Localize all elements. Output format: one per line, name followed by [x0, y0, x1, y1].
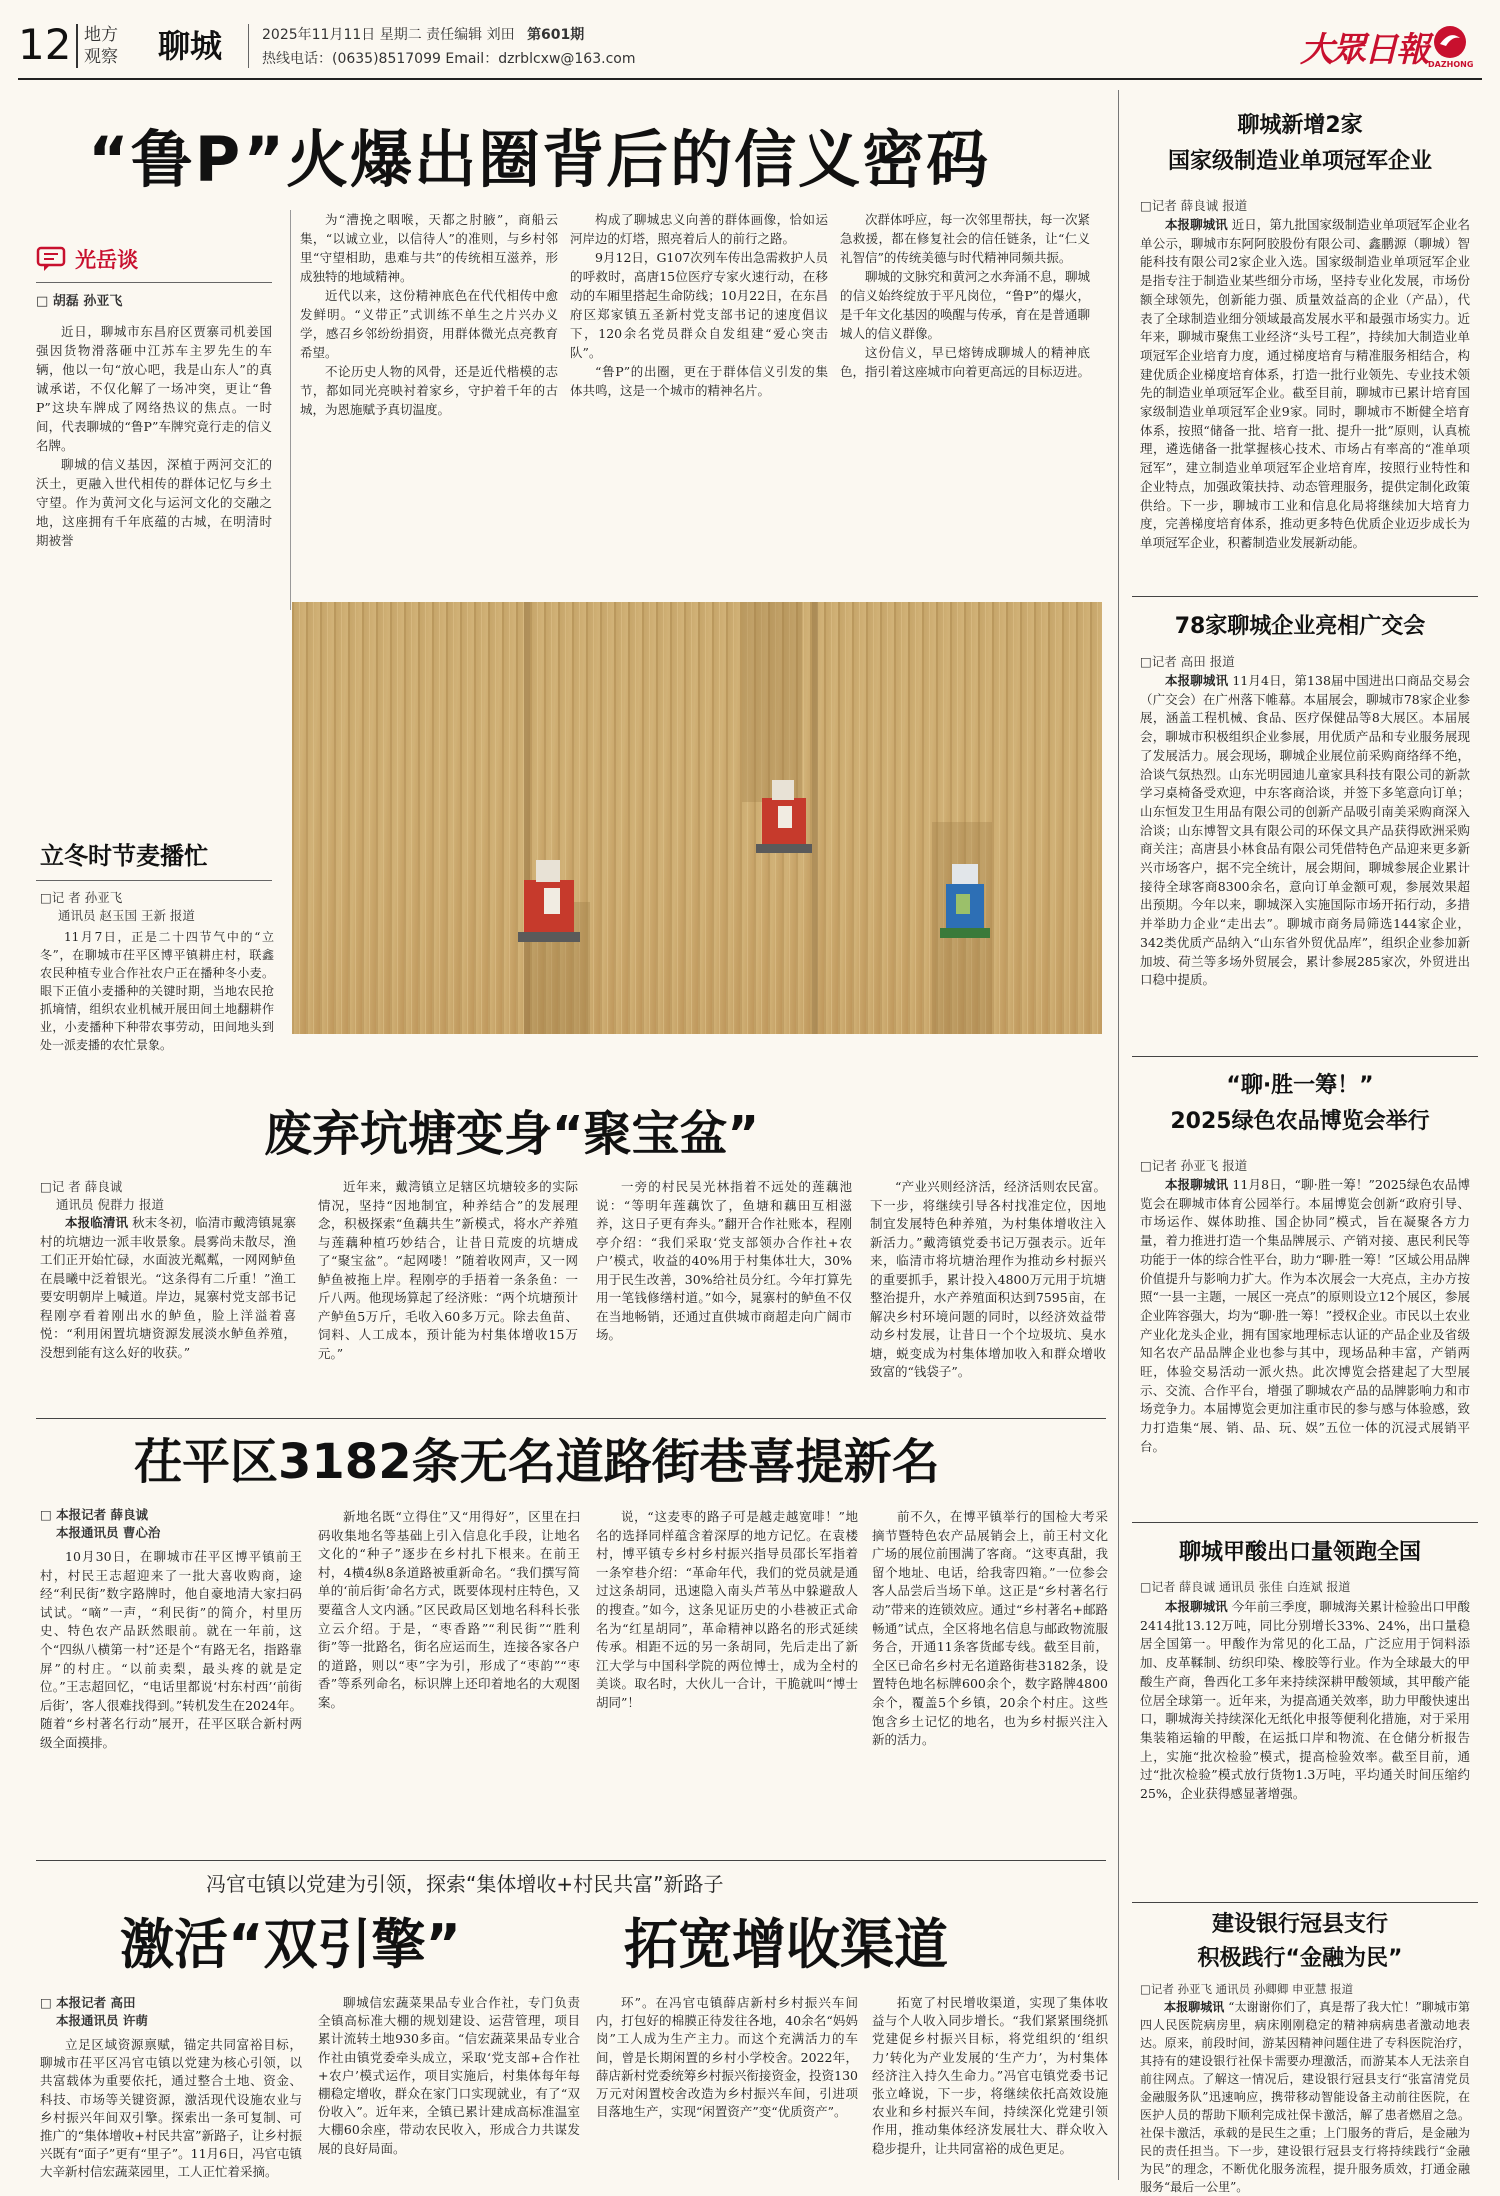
- sidebar-story3-lead-tag: 本报聊城讯: [1165, 1177, 1229, 1192]
- contact-line: 热线电话：(0635)8517099 Email：dzrblcxw@163.com: [262, 51, 636, 67]
- sidebar-story5-byline: □记者 孙亚飞 通讯员 孙卿卿 申亚慧 报道: [1140, 1982, 1354, 1996]
- sidebar-story5-title: [1130, 1908, 1470, 1976]
- roads-byline1: □ 本报记者 薛良诚: [40, 1507, 149, 1522]
- lead-col1: [36, 322, 272, 630]
- lead-col4-para3: 这份信义，早已熔铸成聊城人的精神底色，指引着这座城市向着更高远的目标迈进。: [840, 345, 1091, 379]
- roads-top-rule: [36, 1418, 1106, 1419]
- sidebar-story1-text: [1140, 216, 1470, 586]
- sidebar-rule-3: [1132, 1522, 1478, 1523]
- sidebar-story2-para: [1140, 672, 1470, 990]
- sidebar-story4-title: 聊城甲酸出口量领跑全国: [1178, 1540, 1421, 1565]
- lead-col1-para1: 近日，聊城市东昌府区贾寨司机姜国强因货物滑落砸中江苏车主罗先生的车辆，他以一句“放心吧，我是山东人”的真诚承诺，不仅化解了一场冲突，更让“鲁P”这块车牌成了网络热议的焦点。一时间，代表聊城的“鲁P”车牌究竟行走的信义名牌。: [36, 324, 272, 453]
- lead-col3-para2: 9月12日，G107次列车传出急需救护人员的呼救时，高唐15位医疗专家火速行动，在移动的车厢里搭起生命防线；10月22日，在东昌府区郑家镇五圣新村党支部书记的速度倡议下，120余名党员群众自发组建“爱心突击队”。: [570, 250, 828, 360]
- sidebar-rule-2: [1132, 1056, 1478, 1057]
- sidebar-story4-byline: □记者 薛良诚 通讯员 张佳 白连斌 报道: [1140, 1580, 1351, 1594]
- sidebar-story5-body: “太谢谢你们了，真是帮了我大忙！”聊城市第四人民医院病房里，病床刚刚稳定的精神病病患者激动地表达。原来，前段时间，游某因精神问题住进了专科医院治疗，其持有的建设银行社保卡需要办理激活，而游某本人无法亲自前往网点。了解这一情况后，建设银行冠县支行“张富清党员金融服务队”迅速响应，携带移动智能设备主动前往医院，在医护人员的帮助下顺利完成社保卡激活，解了患者燃眉之急。社保卡激活，承载的是民生之重；上门服务的背后，是金融为民的责任担当。下一步，建设银行冠县支行将持续践行“金融为民”的理念，不断优化服务流程，提升服务质效，打通金融服务“最后一公里”。: [1140, 2000, 1470, 2194]
- roads-col3-para: 说，“这麦枣的路子可是越走越宽啡！”地名的选择同样蕴含着深厚的地方记忆。在袁楼村，博平镇专乡村乡村振兴指导员邵长军指着一条窄巷介绍：“革命年代，我们的党员就是通过这条胡同，迅速隐入南头芦苇丛中躲避敌人的搜查。”如今，这条见证历史的小巷被正式命名为“红星胡同”，革命精神以路名的形式延续传承。相距不远的另一条胡同，先后走出了新江大学与中国科学院的两位博士，成为全村的美谈。取名时，大伙儿一合计，干脆就叫“博士胡同”！: [596, 1509, 858, 1710]
- sidebar-story4-body: 今年前三季度，聊城海关累计检验出口甲酸2414批13.12万吨，同比分别增长33%、24%，出口量稳居全国第一。甲酸作为常见的化工品，广泛应用于饲料添加、皮革鞣制、纺织印染、橡胶等行业。作为全球最大的甲酸生产商，鲁西化工多年来持续深耕甲酸领域，其甲酸产能位居全球第一。近年来，为提高通关效率，助力甲酸快速出口，聊城海关持续深化无纸化申报等便利化措施，对于采用集装箱运输的甲酸，在运抵口岸和物流、在仓储分析报告上，实施“批次检验”模式，提高检验效率。截至目前，通过“批次检验”模式放行货物1.3万吨，平均通关时间压缩约25%，企业获得感显著增强。: [1140, 1599, 1470, 1802]
- sidebar-story1-title-line1: 聊城新增2家: [1237, 113, 1363, 138]
- engine-title-right: 拓宽增收渠道: [624, 1913, 948, 1976]
- lead-col3: [570, 210, 828, 606]
- roads-col2: [318, 1508, 580, 1850]
- sidebar-story2-title: 78家聊城企业亮相广交会: [1174, 614, 1426, 639]
- section-label: [84, 24, 118, 68]
- sidebar-story5-lead-tag: 本报聊城讯: [1164, 2000, 1225, 2014]
- lead-col2-para2: 近代以来，这份精神底色在代代相传中愈发鲜明。“义带正”式训练不单生之片兴办义学，感召乡邻纷纷捐资，用群体微光点亮教育希望。: [300, 288, 558, 360]
- sidebar-story1-body: 近日，第九批国家级制造业单项冠军企业名单公示，聊城市东阿阿胶股份有限公司、鑫鹏源（聊城）智能科技有限公司2家企业入选。国家级制造业单项冠军企业是指专注于制造业某些细分市场，坚持专业化发展，市场份额全球领先，创新能力强、质量效益高的企业（产品），代表了全球制造业细分领域最高发展水平和最强市场实力。近年来，聊城市聚焦工业经济“头号工程”，持续加大制造业单项冠军企业培育力度，通过梯度培育与精准服务相结合，构建优质企业梯度培育体系，打造一批行业领先、专业技术领先的制造业单项冠军企业。截至目前，聊城市已累计培育国家级制造业单项冠军企业9家。同时，聊城市不断健全培育体系，按照“储备一批、培育一批、提升一批”原则，认真梳理，遴选储备一批掌握核心技术、市场占有率高的“准单项冠军”，建立制造业单项冠军企业培育库，按照行业特性和企业特点，加强政策扶持、动态管理服务，提供定制化政策供给。下一步，聊城市工业和信息化局将继续加大培育力度，完善梯度培育体系，推动更多特色优质企业迈步成长为单项冠军企业，积蓄制造业发展新动能。: [1140, 217, 1470, 550]
- lead-byline: □ 胡磊 孙亚飞: [36, 294, 123, 309]
- engine-col4-para: 拓宽了村民增收渠道，实现了集体收益与个人收入同步增长。“我们紧紧围绕抓党建促乡村振兴目标，将党组织的‘组织力’转化为产业发展的‘生产力’，为村集体经济注入持久生命力。”冯官屯镇党委书记张立峰说，下一步，将继续依托高效设施农业和乡村振兴车间，持续深化党建引领作用，推动集体经济发展壮大、群众收入稳步提升，让共同富裕的成色更足。: [872, 1995, 1108, 2156]
- engine-top-rule: [36, 1860, 1106, 1861]
- sidebar-story4-para: [1140, 1598, 1470, 1804]
- sidebar-story3-title-line2: 2025绿色农品博览会举行: [1170, 1109, 1430, 1134]
- lead-col4-para1: 次群体呼应，每一次邻里帮扶，每一次紧急救援，都在修复社会的信任链条，让“仁义礼智信”的传统美德与时代精神同频共振。: [840, 212, 1091, 265]
- speech-bubble-icon: [36, 246, 66, 272]
- sidebar-story3-text: [1140, 1176, 1470, 1512]
- lead-col4-para2: 聊城的文脉究和黄河之水奔涌不息，聊城的信义始终绽放于平凡岗位，“鲁P”的爆火，是千年文化基因的唤醒与传承，育在是普通聊城人的信义群像。: [840, 269, 1091, 341]
- roads-title: 茌平区3182条无名道路街巷喜提新名: [134, 1434, 940, 1490]
- lead-col4: [840, 210, 1090, 606]
- masthead-divider: [76, 24, 78, 68]
- engine-title-left: 激活“双引擎”: [120, 1913, 461, 1976]
- sidebar-story2-lead-tag: 本报聊城讯: [1165, 673, 1229, 688]
- sidebar-story5-title-line2: 积极践行“金融为民”: [1197, 1946, 1403, 1971]
- pond-byline2: 通讯员 倪群力 报道: [56, 1197, 164, 1212]
- date-line: [262, 26, 584, 44]
- lead-headline: “鲁P”火爆出圈背后的信义密码: [88, 123, 991, 196]
- sidebar-rule-1: [1132, 596, 1478, 597]
- sowing-title: 立冬时节麦播忙: [40, 842, 208, 870]
- lead-col-rule-1: [290, 210, 291, 610]
- sidebar-story3-body: 11月8日，“聊·胜一筹！”2025绿色农品博览会在聊城市体育公园举行。本届博览会创新“政府引导、市场运作、媒体助推、国企协同”模式，旨在凝聚各方力量，着力推进打造一个集品牌展示、产销对接、惠民利民等功能于一体的综合性平台，助力“聊·胜一筹！”区域公用品牌价值提升与影响力扩大。作为本次展会一大亮点，主办方按照“一县一主题，一展区一亮点”的原则设立12个展区，参展企业阵容强大，均为“聊·胜一筹！”授权企业。市民以土农业产业化龙头企业，拥有国家地理标志认证的产品企业及省级知名农产品品牌企业也参与其中，现场品种丰富，产销两旺，体验交易活动一派火热。此次博览会搭建起了大型展示、交流、合作平台，增强了聊城农产品的品牌影响力和市场竞争力。本届博览会更加注重市民的参与感与体验感，致力打造集“展、销、品、玩、娱”五位一体的沉浸式展销平台。: [1140, 1177, 1470, 1454]
- pond-lead-tag: 本报临清讯: [65, 1215, 129, 1230]
- pond-col1: [40, 1214, 296, 1410]
- sidebar-story5-para: [1140, 1998, 1470, 2196]
- engine-kicker: 冯官屯镇以党建为引领，探索“集体增收+村民共富”新路子: [206, 1872, 724, 1896]
- wheat-field-photo: [292, 602, 1102, 1034]
- date-text: 2025年11月11日 星期二 责任编辑 刘田: [262, 27, 515, 43]
- sidebar-story1-byline: □记者 薛良诚 报道: [1140, 198, 1248, 213]
- page-number: 12: [18, 20, 72, 69]
- pond-col3: [596, 1178, 852, 1410]
- column-rule: [36, 282, 272, 283]
- column-name: 光岳谈: [75, 248, 139, 272]
- city-name: 聊城: [158, 27, 223, 65]
- pond-col2-para: 近年来，戴湾镇立足辖区坑塘较多的实际情况，坚持“因地制宜，种养结合”的发展理念，积极探索“鱼藕共生”新模式，将水产养殖与莲藕种植巧妙结合，让昔日荒废的坑塘成了“聚宝盆”。“起网喽！”随着收网声，又一网鲈鱼被拖上岸。程刚亭的手捂着一条条鱼：一斤八两。他现场算起了经济账：“两个坑塘预计产鲈鱼5万斤，毛收入60多万元。除去鱼苗、饲料、人工成本，预计能为村集体增收15万元。”: [318, 1179, 578, 1361]
- engine-col3: [596, 1994, 858, 2182]
- paper-emblem-icon: [1432, 24, 1468, 60]
- paper-name: 大眾日報: [1300, 30, 1428, 70]
- paper-latin: DAZHONG: [1428, 60, 1474, 69]
- sidebar-story1-title-line2: 国家级制造业单项冠军企业: [1167, 149, 1432, 174]
- engine-col2: [318, 1994, 580, 2182]
- engine-col2-para: 聊城信宏蔬菜果品专业合作社，专门负责全镇高标准大棚的规划建设、运营管理，项目累计流转土地930多亩。“信宏蔬菜果品专业合作社由镇党委牵头成立，采取‘党支部+合作社+农户’模式运作，项目实施后，村集体每年每棚稳定增收，群众在家门口实现就业，有了“双份收入”。近年来，全镇已累计建成高标准温室大棚60余座，带动农民收入，形成合力共谋发展的良好局面。: [318, 1995, 580, 2156]
- sidebar-story5-text: [1140, 1998, 1470, 2194]
- sowing-rule: [36, 880, 272, 881]
- pond-title: 废弃坑塘变身“聚宝盆”: [264, 1106, 760, 1162]
- lead-col3-para1: 构成了聊城忠义向善的群体画像，恰如运河岸边的灯塔，照亮着后人的前行之路。: [570, 212, 828, 246]
- sidebar-story1-lead-tag: 本报聊城讯: [1165, 217, 1228, 232]
- lead-col2-para3: 不论历史人物的风骨，还是近代楷模的志节，都如同光亮映衬着家乡，守护着千年的古城，为恩施赋予真切温度。: [300, 364, 558, 417]
- engine-col3-para: 环”。在冯官屯镇薛店新村乡村振兴车间内，打包好的棉膜正待发往各地，40余名“妈妈岗”工人成为生产主力。而这个充满活力的车间，曾是长期闲置的乡村小学校舍。2022年，薛店新村党委统筹乡村振兴衔接资金，投资130万元对闲置校舍改造为乡村振兴车间，引进项目落地生产，实现“闲置资产”变“优质资产”。: [596, 1995, 858, 2120]
- sidebar-story1-title: [1130, 108, 1470, 180]
- lead-col2-para1: 为“漕挽之咽喉，天都之肘腋”，商船云集，“以诚立业，以信待人”的准则，与乡村邻里“守望相助，患难与共”的传统相互滋养，形成独特的地域精神。: [300, 212, 558, 284]
- sidebar-story3-para: [1140, 1176, 1470, 1457]
- sidebar-story2-byline: □记者 高田 报道: [1140, 654, 1235, 669]
- lead-col1-para2: 聊城的信义基因，深植于两河交汇的沃土，更融入世代相传的群体记忆与乡土守望。作为黄河文化与运河文化的交融之地，这座拥有千年底蕴的古城，在明清时期被誉: [36, 457, 272, 548]
- pond-col4: [870, 1178, 1106, 1410]
- pond-byline1: □记 者 薛良诚: [40, 1179, 123, 1194]
- engine-byline1: □ 本报记者 高田: [40, 1995, 136, 2010]
- sidebar-story3-title: [1130, 1068, 1470, 1140]
- sowing-byline2: 通讯员 赵玉国 王新 报道: [58, 908, 195, 923]
- roads-col2-para: 新地名既“立得住”又“用得好”，区里在扫码收集地名等基础上引入信息化手段，让地名文化的“种子”逐步在乡村扎下根来。在前王村，4横4纵8条道路被重新命名。“我们撰写简单的‘前后街’命名方式，既要体现村庄特色，又要蕴含人文内涵。”区民政局区划地名科科长张立云介绍。于是，“枣香路”“利民街”“胜利街”等一批路名，街名应运而生，连接各家各户的道路，则以“枣”字为引，形成了“枣韵”“枣香”等系列命名，标识牌上还印着地名的大观图案。: [318, 1509, 580, 1710]
- roads-byline2: 本报通讯员 曹心治: [56, 1525, 161, 1540]
- sidebar-rule-4: [1132, 1902, 1478, 1903]
- masthead-divider-2: [248, 24, 249, 68]
- pond-col1-para: [40, 1214, 296, 1362]
- engine-col1-para: 立足区域资源禀赋，锚定共同富裕目标，聊城市茌平区冯官屯镇以党建为核心引领，以共富载体为重要依托，通过整合土地、资金、科技、市场等关键资源，激活现代设施农业与乡村振兴年间双引擎。探索出一条可复制、可推广的“集体增收+村民共富”新路子，让乡村振兴既有“面子”更有“里子”。11月6日，冯官屯镇大辛新村信宏蔬菜园里，工人正忙着采摘。: [40, 2037, 302, 2180]
- sidebar-story1-para: [1140, 216, 1470, 553]
- section-line2: 观察: [84, 47, 118, 67]
- wheat-field-harvesters-image: [292, 602, 1102, 1034]
- roads-col1-para: 10月30日，在聊城市茌平区博平镇前王村，村民王志超迎来了一批大喜收购商，途经“利民街”数字路牌时，他自豪地清大家扫码试试。“嘀”一声，“利民街”的简介，村里历史、特色农产品跃然眼前。就在一年前，这个“四纵八横第一村”还是个“有路无名，指路靠屏”的村庄。“以前卖梨，最头疼的就是定位。”王志超回忆，“电话里都说‘村东村西’‘前街后街’，客人很难找得到。”转机发生在2024年。随着“乡村著名行动”展开，茌平区联合新村两级全面摸排。: [40, 1549, 302, 1750]
- sidebar-story3-byline: □记者 孙亚飞 报道: [1140, 1158, 1248, 1173]
- pond-col3-para: 一旁的村民吴光林指着不远处的莲藕池说：“等明年莲藕饮了，鱼塘和藕田互相滋养，这日子更有奔头。”翻开合作社账本，程刚亭介绍：“我们采取‘党支部领办合作社+农户’模式，收益的40%用于村集体壮大，30%用于民生改善，30%给社员分红。今年打算先用一笔钱修缮村道。”如今，晁寨村的鲈鱼不仅在当地畅销，还通过直供城市商超走向广阔市场。: [596, 1179, 852, 1342]
- roads-col4: [872, 1508, 1108, 1850]
- roads-col4-para: 前不久，在博平镇举行的国检大考采摘节暨特色农产品展销会上，前王村文化广场的展位前围满了客商。“这枣真甜，我留个地址、电话，给我寄四箱。”一位参会客人品尝后当场下单。这正是“乡村著名行动”带来的连锁效应。通过“乡村著名+邮路畅通”试点，全区将地名信息与邮政物流服务合，开通11条客货邮专线。截至目前，全区已命名乡村无名道路街巷3182条，设置特色地名标牌600余个，数字路牌4800余个，覆盖5个乡镇，20余个村庄。这些饱含乡土记忆的地名，也为乡村振兴注入新的活力。: [872, 1509, 1108, 1748]
- sidebar-divider: [1118, 90, 1119, 2180]
- roads-col1: [40, 1548, 302, 1850]
- sidebar-story2-body: 11月4日，第138届中国进出口商品交易会（广交会）在广州落下帷幕。本届展会，聊城市78家企业参展，涵盖工程机械、食品、医疗保健品等8大展区。本届展会，聊城市积极组织企业参展，用优质产品和专业服务展现了发展活力。展会现场，聊城企业展位前采购商络绎不绝，洽谈气氛热烈。山东光明园迪儿童家具科技有限公司的新款学习桌椅备受欢迎，中东客商洽谈，并签下多笔意向订单；山东恒发卫生用品有限公司的创新产品吸引南美采购商深入洽谈；山东博智文具有限公司的环保文具产品获得欧洲采购商关注；高唐县小林食品有限公司凭借特色产品迎来更多新兴市场客户，据不完全统计，展会期间，聊城参展企业累计接待全球客商8300余名，意向订单金额可观，参展效果超出预期。今年以来，聊城深入实施国际市场开拓行动，多措并举助力企业“走出去”。聊城市商务局筛选144家企业，342类优质产品纳入“山东省外贸优品库”，组织企业参加新加坡、荷兰等多场外贸展会，累计参展285家次，外贸进出口稳中提质。: [1140, 673, 1470, 988]
- engine-byline2: 本报通讯员 许萌: [56, 2013, 148, 2028]
- engine-col4: [872, 1994, 1108, 2182]
- sidebar-story5-title-line1: 建设银行冠县支行: [1211, 1912, 1388, 1937]
- sidebar-story4-text: [1140, 1598, 1470, 1894]
- issue-number: 第601期: [527, 27, 585, 43]
- sidebar-story4-lead-tag: 本报聊城讯: [1165, 1599, 1228, 1614]
- pond-col4-para: “产业兴则经济活，经济活则农民富。下一步，将继续引导各村找准定位，因地制宜发展特色种养殖，为村集体增收注入新活力。”戴湾镇党委书记万强表示。近年来，临清市将坑塘治理作为推动乡村振兴的重要抓手，累计投入4800万元用于坑塘整治提升，水产养殖面积达到7595亩，在解决乡村环境问题的同时，以经济效益带动乡村发展，让昔日一个个垃圾坑、臭水塘，蜕变成为村集体增加收入和群众增收致富的“钱袋子”。: [870, 1179, 1106, 1379]
- lead-col3-para3: “鲁P”的出圈，更在于群体信义引发的集体共鸣，这是一个城市的精神名片。: [570, 364, 828, 398]
- sowing-byline1: □记 者 孙亚飞: [40, 890, 123, 905]
- pond-col2: [318, 1178, 578, 1410]
- sowing-text: [40, 928, 274, 1052]
- sowing-paragraph: 11月7日，正是二十四节气中的“立冬”，在聊城市茌平区博平镇耕庄村，联鑫农民种植专业合作社农户正在播种冬小麦。眼下正值小麦播种的关键时期，当地农民抢抓墒情，组织农业机械开展田间土地翻耕作业，小麦播种下种带农事劳动，田间地头到处一派麦播的农忙景象。: [40, 930, 274, 1052]
- section-line1: 地方: [84, 25, 118, 45]
- pond-col1-text: 秋末冬初，临清市戴湾镇晁寨村的坑塘边一派丰收景象。晨雾尚未散尽，渔工们正开始忙碌，水面波光粼粼，一网网鲈鱼在晨曦中泛着银光。“这条得有二斤重！”渔工要安明朝岸上喊道。岸边，晁寨村党支部书记程刚亭看着刚出水的鲈鱼，脸上洋溢着喜悦：“利用闲置坑塘资源发展淡水鲈鱼养殖，没想到能有这么好的收获。”: [40, 1215, 296, 1360]
- sidebar-story3-title-line1: “聊·胜一筹！”: [1226, 1073, 1374, 1098]
- column-badge: [36, 244, 138, 274]
- roads-col3: [596, 1508, 858, 1850]
- masthead-rule: [18, 78, 1482, 80]
- engine-col1: [40, 2036, 302, 2182]
- sidebar-story2-text: [1140, 672, 1470, 1046]
- paper-logo: [1300, 22, 1474, 72]
- lead-col2: [300, 210, 558, 606]
